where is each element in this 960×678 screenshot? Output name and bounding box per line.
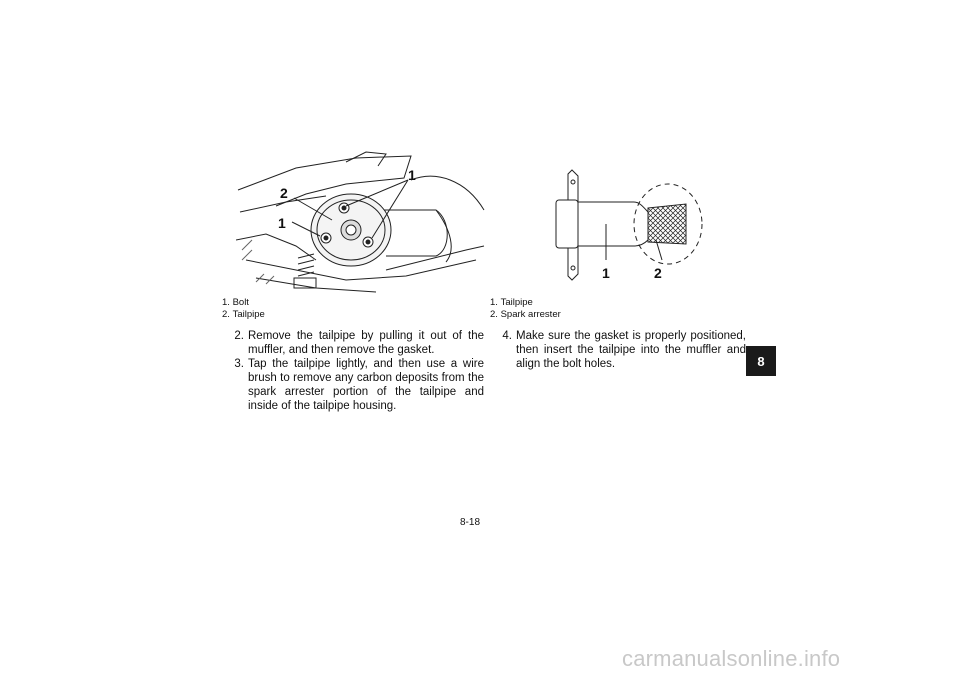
callout-2: 2 [654,265,662,281]
callout-1-top: 1 [408,167,416,183]
watermark: carmanualsonline.info [622,646,841,671]
legend-item: 2. Spark arrester [490,309,561,320]
muffler-illustration [236,150,486,294]
figure-legend-right [490,297,561,321]
step-item: 3. Tap the tailpipe lightly, and then use a wire brush to remove any carbon deposits from the spark arrester portion of the tailpipe and inside of the tailpipe housing. [234,358,484,412]
step-item: 4. Make sure the gasket is properly positioned, then insert the tailpipe into the muffler and align the bolt holes. [502,330,746,370]
legend-item: 2. Tailpipe [222,309,265,320]
instruction-steps-left [222,329,484,413]
chapter-tab: 8 [746,346,776,376]
step-item: 2. Remove the tailpipe by pulling it out of the muffler, and then remove the gasket. [234,330,484,356]
page-number: 8-18 [460,517,481,528]
callout-1: 1 [602,265,610,281]
callout-2: 2 [280,185,288,201]
legend-item: 1. Bolt [222,297,249,308]
figure-legend-left [222,297,265,321]
callout-1-left: 1 [278,215,286,231]
tailpipe-illustration [548,168,708,288]
instruction-steps-right [490,329,746,371]
legend-item: 1. Tailpipe [490,297,533,308]
